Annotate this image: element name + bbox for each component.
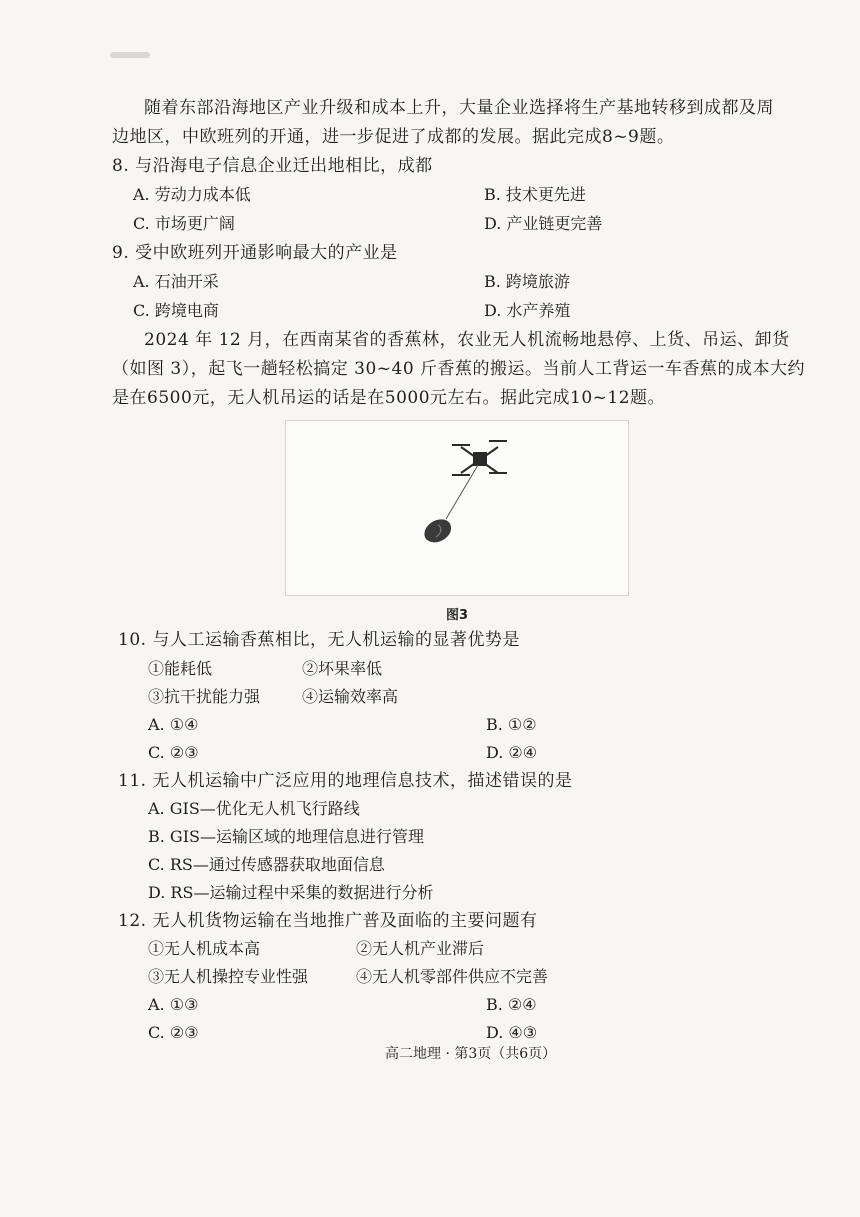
page-footer: 高二地理 · 第3页（共6页） <box>385 1046 557 1062</box>
question-10-statement-1: ①能耗低 <box>148 659 213 678</box>
drone-illustration <box>286 421 628 595</box>
question-12-stem: 12. 无人机货物运输在当地推广普及面临的主要问题有 <box>118 911 538 931</box>
question-12-statement-2: ②无人机产业滞后 <box>356 939 485 958</box>
question-9-option-c[interactable]: C. 跨境电商 <box>133 301 219 320</box>
question-10-option-a[interactable]: A. ①④ <box>148 715 199 734</box>
question-11-option-a[interactable]: A. GIS—优化无人机飞行路线 <box>148 799 360 818</box>
question-10-statement-4: ④运输效率高 <box>302 687 399 706</box>
question-12-option-c[interactable]: C. ②③ <box>148 1023 199 1042</box>
question-10-option-c[interactable]: C. ②③ <box>148 743 199 762</box>
passage-2-line-3: 是在6500元，无人机吊运的话是在5000元左右。据此完成10~12题。 <box>112 388 666 408</box>
question-9-option-a[interactable]: A. 石油开采 <box>133 272 219 291</box>
question-8-option-b[interactable]: B. 技术更先进 <box>484 185 586 204</box>
drone-icon <box>452 441 507 475</box>
banana-bunch-icon <box>424 519 451 542</box>
question-10-stem: 10. 与人工运输香蕉相比，无人机运输的显著优势是 <box>118 630 520 650</box>
question-10-option-b[interactable]: B. ①② <box>486 715 537 734</box>
figure-3-photo <box>285 420 629 596</box>
question-12-statement-4: ④无人机零部件供应不完善 <box>356 967 549 986</box>
question-12-option-b[interactable]: B. ②④ <box>486 995 537 1014</box>
question-12-statement-1: ①无人机成本高 <box>148 939 261 958</box>
question-8-option-a[interactable]: A. 劳动力成本低 <box>133 185 251 204</box>
question-11-option-b[interactable]: B. GIS—运输区域的地理信息进行管理 <box>148 827 424 846</box>
question-12-statement-3: ③无人机操控专业性强 <box>148 967 309 986</box>
passage-1-line-2: 边地区，中欧班列的开通，进一步促进了成都的发展。据此完成8~9题。 <box>112 127 675 147</box>
question-10-option-d[interactable]: D. ②④ <box>486 743 538 762</box>
question-10-statement-2: ②坏果率低 <box>302 659 383 678</box>
question-11-option-c[interactable]: C. RS—通过传感器获取地面信息 <box>148 855 385 874</box>
question-12-option-a[interactable]: A. ①③ <box>148 995 199 1014</box>
question-10-statement-3: ③抗干扰能力强 <box>148 687 261 706</box>
figure-caption: 图3 <box>446 608 469 623</box>
scan-smudge <box>110 52 150 58</box>
passage-2-line-1: 2024 年 12 月，在西南某省的香蕉林，农业无人机流畅地悬停、上货、吊运、卸货 <box>144 330 790 350</box>
question-8-option-d[interactable]: D. 产业链更完善 <box>484 214 603 233</box>
question-11-option-d[interactable]: D. RS—运输过程中采集的数据进行分析 <box>148 883 434 902</box>
question-8-option-c[interactable]: C. 市场更广阔 <box>133 214 235 233</box>
question-8-stem: 8. 与沿海电子信息企业迁出地相比，成都 <box>112 156 433 176</box>
question-9-stem: 9. 受中欧班列开通影响最大的产业是 <box>112 243 398 263</box>
passage-2-line-2: （如图 3），起飞一趟轻松搞定 30~40 斤香蕉的搬运。当前人工背运一车香蕉的成本大约 <box>112 359 806 379</box>
question-9-option-b[interactable]: B. 跨境旅游 <box>484 272 570 291</box>
question-9-option-d[interactable]: D. 水产养殖 <box>484 301 571 320</box>
passage-1-line-1: 随着东部沿海地区产业升级和成本上升，大量企业选择将生产基地转移到成都及周 <box>144 98 774 118</box>
question-12-option-d[interactable]: D. ④③ <box>486 1023 538 1042</box>
question-11-stem: 11. 无人机运输中广泛应用的地理信息技术，描述错误的是 <box>118 771 573 791</box>
